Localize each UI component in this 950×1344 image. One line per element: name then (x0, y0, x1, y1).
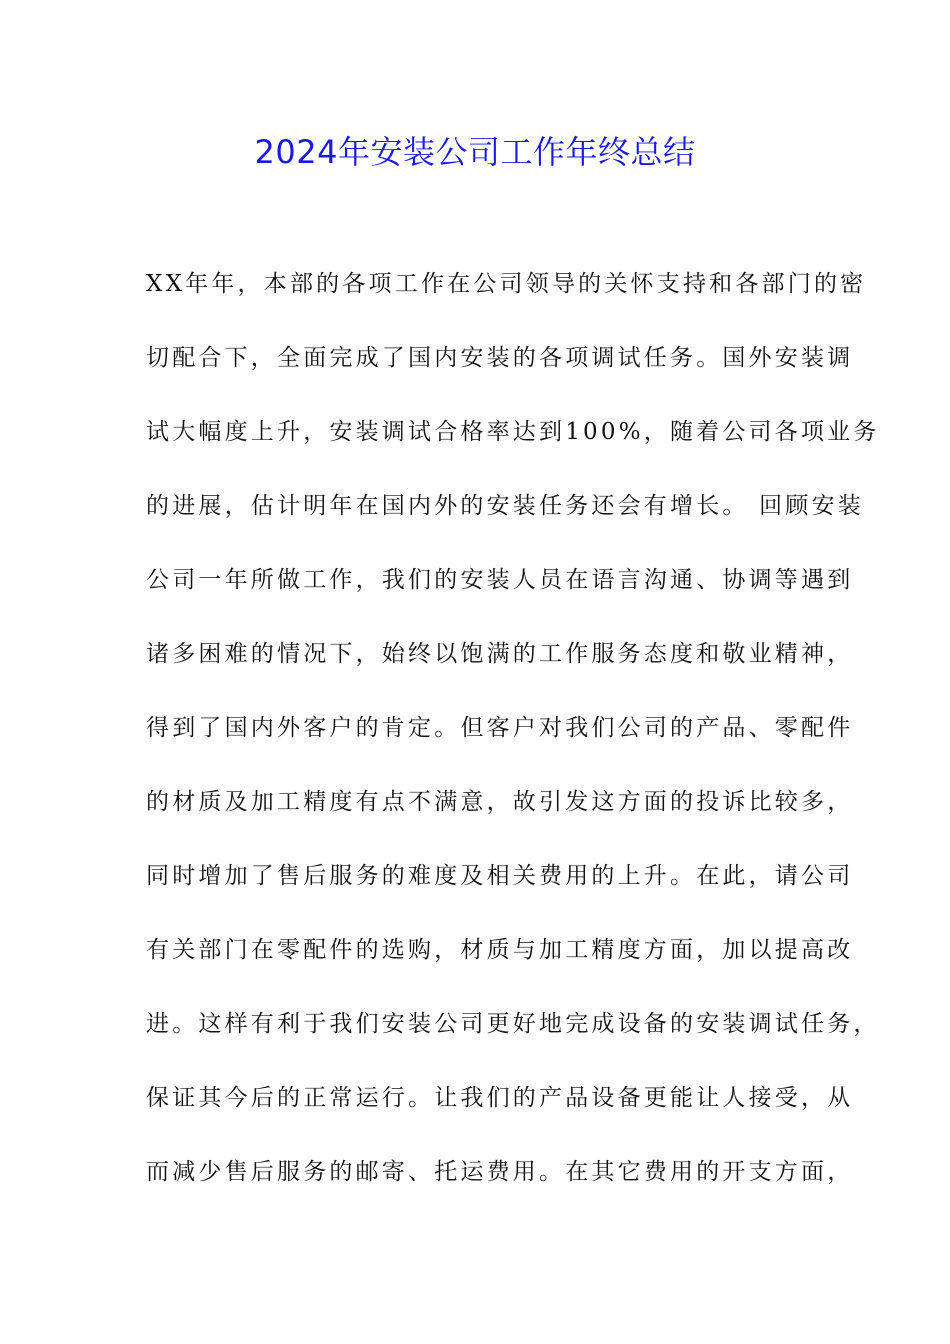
body-line-4: 的进展，估计明年在国内外的安装任务还会有增长。 回顾安装 (146, 493, 864, 519)
body-line-11: 进。这样有利于我们安装公司更好地完成设备的安装调试任务， (146, 1011, 880, 1037)
body-line-8: 的材质及加工精度有点不满意，故引发这方面的投诉比较多， (146, 789, 854, 815)
body-line-10: 有关部门在零配件的选购，材质与加工精度方面，加以提高改 (146, 937, 854, 963)
body-line-12: 保证其今后的正常运行。让我们的产品设备更能让人接受，从 (146, 1085, 854, 1111)
document-body (146, 260, 880, 1222)
body-line-3: 试大幅度上升，安装调试合格率达到100%，随着公司各项业务 (146, 419, 880, 445)
body-line-7: 得到了国内外客户的肯定。但客户对我们公司的产品、零配件 (146, 715, 854, 741)
body-line-6: 诸多困难的情况下，始终以饱满的工作服务态度和敬业精神， (146, 641, 854, 667)
body-line-1: XX年年，本部的各项工作在公司领导的关怀支持和各部门的密 (146, 271, 867, 297)
body-line-5: 公司一年所做工作，我们的安装人员在语言沟通、协调等遇到 (146, 567, 854, 593)
body-line-13: 而减少售后服务的邮寄、托运费用。在其它费用的开支方面， (146, 1159, 854, 1185)
body-line-9: 同时增加了售后服务的难度及相关费用的上升。在此，请公司 (146, 863, 854, 889)
body-line-2: 切配合下，全面完成了国内安装的各项调试任务。国外安装调 (146, 345, 854, 371)
document-title: 2024年安装公司工作年终总结 (254, 133, 696, 171)
